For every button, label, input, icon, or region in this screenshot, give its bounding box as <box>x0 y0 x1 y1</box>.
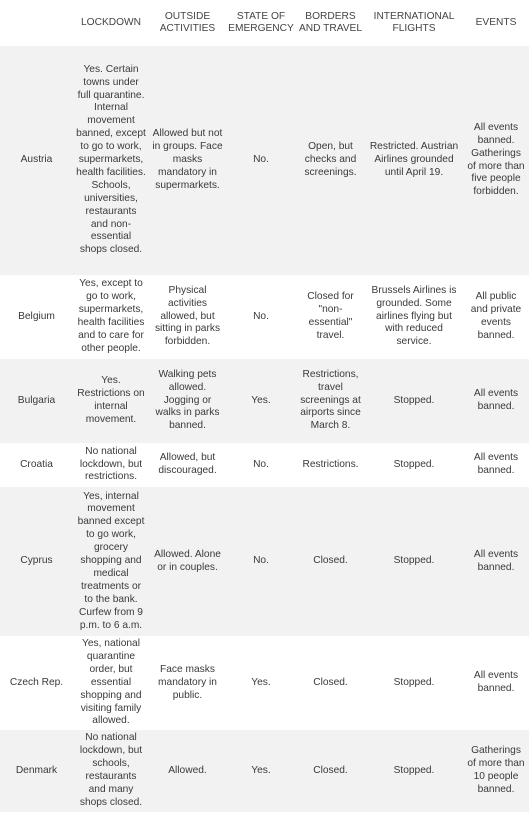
cell-outside-activities: Allowed, but discouraged. <box>149 443 226 487</box>
cell-international-flights: Stopped. <box>365 359 463 443</box>
header-lockdown: LOCKDOWN <box>81 17 141 28</box>
table-row <box>0 487 529 636</box>
cell-outside-activities: Allowed. <box>149 730 226 811</box>
cell-international-flights: Brussels Airlines is grounded. Some airlines flying but with reduced service. <box>365 275 463 359</box>
cell-lockdown: Yes, national quarantine order, but essential shopping and visiting family allowed. <box>73 636 149 730</box>
header-events: EVENTS <box>475 17 517 28</box>
table-header <box>0 0 529 46</box>
table-body <box>0 46 529 812</box>
cell-outside-activities: Allowed but not in groups. Face masks mandatory in supermarkets. <box>149 46 226 275</box>
cell-international-flights: Stopped. <box>365 487 463 636</box>
cell-outside-activities: Allowed. Alone or in couples. <box>149 487 226 636</box>
cell-lockdown: No national lockdown, but schools, restaurants and many shops closed. <box>73 730 149 811</box>
table-row <box>0 359 529 443</box>
cell-lockdown: Yes, internal movement banned except to go work, grocery shopping and medical treatments or to the bank. Curfew from 9 p.m. to 6 a.m. <box>73 487 149 636</box>
header-outside-activities: OUTSIDE ACTIVITIES <box>159 11 216 34</box>
cell-events: All events banned. Gatherings of more than five people forbidden. <box>463 46 529 275</box>
cell-borders-and-travel: Closed for "non-essential" travel. <box>296 275 365 359</box>
cell-lockdown: No national lockdown, but restrictions. <box>73 443 149 487</box>
cell-state-of-emergency: Yes. <box>226 730 296 811</box>
cell-country: Austria <box>0 46 73 275</box>
cell-international-flights: Stopped. <box>365 443 463 487</box>
cell-international-flights: Stopped. <box>365 730 463 811</box>
header-state-of-emergency: STATE OF EMERGENCY <box>228 11 294 34</box>
cell-state-of-emergency: No. <box>226 275 296 359</box>
table-row <box>0 46 529 275</box>
header-country <box>0 0 73 46</box>
cell-lockdown: Yes. Restrictions on internal movement. <box>73 359 149 443</box>
cell-international-flights: Restricted. Austrian Airlines grounded until April 19. <box>365 46 463 275</box>
cell-country: Croatia <box>0 443 73 487</box>
header-borders-and-travel: BORDERS AND TRAVEL <box>298 11 363 34</box>
header-row <box>0 0 529 46</box>
cell-country: Bulgaria <box>0 359 73 443</box>
cell-state-of-emergency: No. <box>226 443 296 487</box>
cell-events: All public and private events banned. <box>463 275 529 359</box>
cell-outside-activities: Physical activities allowed, but sitting in parks forbidden. <box>149 275 226 359</box>
cell-borders-and-travel: Closed. <box>296 730 365 811</box>
cell-lockdown: Yes. Certain towns under full quarantine. Internal movement banned, except to go to work, supermarkets, health facilities. Schools, universities, restaurants and non-essential shops closed. <box>73 46 149 275</box>
cell-country: Czech Rep. <box>0 636 73 730</box>
cell-state-of-emergency: No. <box>226 487 296 636</box>
cell-borders-and-travel: Restrictions, travel screenings at airports since March 8. <box>296 359 365 443</box>
cell-events: All events banned. <box>463 443 529 487</box>
cell-state-of-emergency: Yes. <box>226 636 296 730</box>
cell-state-of-emergency: No. <box>226 46 296 275</box>
cell-country: Belgium <box>0 275 73 359</box>
cell-state-of-emergency: Yes. <box>226 359 296 443</box>
table-row <box>0 730 529 811</box>
cell-events: All events banned. <box>463 359 529 443</box>
cell-lockdown: Yes, except to go to work, supermarkets, health facilities and to care for other people. <box>73 275 149 359</box>
table-row <box>0 443 529 487</box>
cell-events: Gatherings of more than 10 people banned. <box>463 730 529 811</box>
table-row <box>0 636 529 730</box>
cell-events: All events banned. <box>463 487 529 636</box>
cell-country: Denmark <box>0 730 73 811</box>
cell-borders-and-travel: Open, but checks and screenings. <box>296 46 365 275</box>
cell-events: All events banned. <box>463 636 529 730</box>
cell-international-flights: Stopped. <box>365 636 463 730</box>
cell-outside-activities: Face masks mandatory in public. <box>149 636 226 730</box>
cell-borders-and-travel: Closed. <box>296 636 365 730</box>
cell-borders-and-travel: Restrictions. <box>296 443 365 487</box>
cell-country: Cyprus <box>0 487 73 636</box>
header-international-flights: INTERNATIONAL FLIGHTS <box>373 11 455 34</box>
cell-outside-activities: Walking pets allowed. Jogging or walks in parks banned. <box>149 359 226 443</box>
cell-borders-and-travel: Closed. <box>296 487 365 636</box>
table-row <box>0 275 529 359</box>
